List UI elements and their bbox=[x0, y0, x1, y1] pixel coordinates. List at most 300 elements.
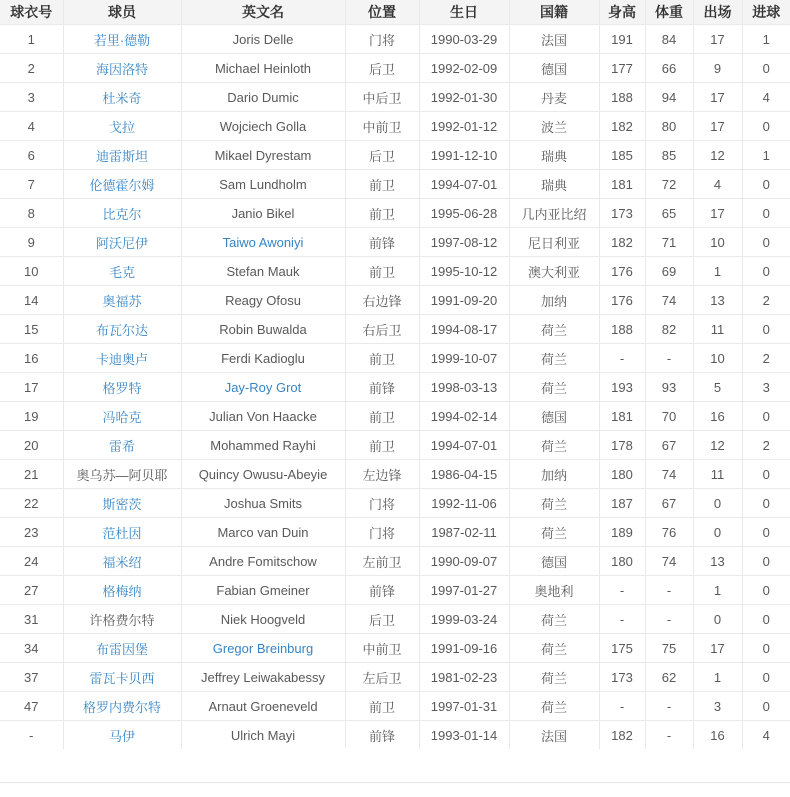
cell-birthday: 1992-01-30 bbox=[419, 83, 509, 112]
cell-position: 左后卫 bbox=[345, 663, 419, 692]
cell-player-name: 许格费尔特 bbox=[63, 605, 181, 634]
cell-appearances: 11 bbox=[693, 315, 742, 344]
cell-jersey-number: 10 bbox=[0, 257, 63, 286]
cell-player-name bbox=[63, 489, 181, 518]
cell-goals: 3 bbox=[742, 373, 790, 402]
cell-english-name bbox=[181, 634, 345, 663]
cell-appearances: 17 bbox=[693, 83, 742, 112]
cell-height: 180 bbox=[599, 460, 645, 489]
cell-jersey-number: 20 bbox=[0, 431, 63, 460]
cell-height: 176 bbox=[599, 286, 645, 315]
cell-english-name: Fabian Gmeiner bbox=[181, 576, 345, 605]
player-name-link[interactable]: 斯密茨 bbox=[102, 496, 142, 512]
cell-birthday: 1991-09-20 bbox=[419, 286, 509, 315]
table-row bbox=[0, 54, 790, 83]
cell-goals: 1 bbox=[742, 141, 790, 170]
cell-english-name: Mohammed Rayhi bbox=[181, 431, 345, 460]
cell-appearances: 1 bbox=[693, 576, 742, 605]
cell-weight: 93 bbox=[645, 373, 693, 402]
cell-player-name bbox=[63, 402, 181, 431]
column-header-goals: 进球 bbox=[742, 0, 790, 25]
column-header-position: 位置 bbox=[345, 0, 419, 25]
cell-goals: 0 bbox=[742, 315, 790, 344]
cell-english-name: Joshua Smits bbox=[181, 489, 345, 518]
cell-birthday: 1994-07-01 bbox=[419, 170, 509, 199]
cell-appearances: 10 bbox=[693, 228, 742, 257]
cell-weight: 71 bbox=[645, 228, 693, 257]
cell-nationality: 荷兰 bbox=[509, 344, 599, 373]
cell-appearances: 17 bbox=[693, 199, 742, 228]
column-header-player: 球员 bbox=[63, 0, 181, 25]
player-name-link[interactable]: 雷希 bbox=[108, 438, 135, 454]
cell-appearances: 17 bbox=[693, 634, 742, 663]
cell-nationality: 瑞典 bbox=[509, 141, 599, 170]
cell-jersey-number: - bbox=[0, 721, 63, 750]
cell-weight: - bbox=[645, 605, 693, 634]
cell-position: 右边锋 bbox=[345, 286, 419, 315]
cell-birthday: 1994-07-01 bbox=[419, 431, 509, 460]
player-name-link[interactable]: 杜米奇 bbox=[102, 90, 142, 106]
table-row bbox=[0, 315, 790, 344]
cell-weight: 85 bbox=[645, 141, 693, 170]
cell-player-name bbox=[63, 315, 181, 344]
cell-player-name bbox=[63, 576, 181, 605]
player-name-link[interactable]: 格罗特 bbox=[102, 380, 142, 396]
cell-player-name bbox=[63, 141, 181, 170]
table-row bbox=[0, 170, 790, 199]
table-row bbox=[0, 605, 790, 634]
cell-goals: 2 bbox=[742, 431, 790, 460]
cell-height: 187 bbox=[599, 489, 645, 518]
cell-weight: 65 bbox=[645, 199, 693, 228]
cell-birthday: 1998-03-13 bbox=[419, 373, 509, 402]
cell-position: 前卫 bbox=[345, 692, 419, 721]
cell-birthday: 1992-02-09 bbox=[419, 54, 509, 83]
cell-position: 左边锋 bbox=[345, 460, 419, 489]
cell-appearances: 16 bbox=[693, 721, 742, 750]
cell-weight: 76 bbox=[645, 518, 693, 547]
cell-jersey-number: 15 bbox=[0, 315, 63, 344]
cell-birthday: 1994-02-14 bbox=[419, 402, 509, 431]
cell-position: 左前卫 bbox=[345, 547, 419, 576]
cell-height: 188 bbox=[599, 315, 645, 344]
table-row bbox=[0, 547, 790, 576]
cell-weight: 67 bbox=[645, 489, 693, 518]
cell-position: 前卫 bbox=[345, 170, 419, 199]
player-name-link[interactable]: 格罗内费尔特 bbox=[82, 699, 161, 715]
cell-birthday: 1991-12-10 bbox=[419, 141, 509, 170]
table-header bbox=[0, 0, 790, 25]
cell-position: 后卫 bbox=[345, 141, 419, 170]
cell-jersey-number: 8 bbox=[0, 199, 63, 228]
cell-appearances: 12 bbox=[693, 141, 742, 170]
cell-height: - bbox=[599, 576, 645, 605]
player-name-link[interactable]: 冯哈克 bbox=[102, 409, 142, 425]
cell-goals: 0 bbox=[742, 112, 790, 141]
cell-birthday: 1991-09-16 bbox=[419, 634, 509, 663]
table-row bbox=[0, 25, 790, 54]
cell-birthday: 1992-01-12 bbox=[419, 112, 509, 141]
cell-jersey-number: 6 bbox=[0, 141, 63, 170]
cell-english-name: Ferdi Kadioglu bbox=[181, 344, 345, 373]
player-name-link[interactable]: 迪雷斯坦 bbox=[95, 148, 148, 164]
player-name-link[interactable]: 毛克 bbox=[108, 264, 135, 280]
cell-position: 门将 bbox=[345, 518, 419, 547]
cell-goals: 0 bbox=[742, 54, 790, 83]
cell-player-name bbox=[63, 257, 181, 286]
player-name-link[interactable]: 雷瓦卡贝西 bbox=[89, 670, 155, 686]
cell-english-name: Sam Lundholm bbox=[181, 170, 345, 199]
cell-player-name bbox=[63, 344, 181, 373]
cell-player-name bbox=[63, 170, 181, 199]
cell-jersey-number: 27 bbox=[0, 576, 63, 605]
cell-weight: 74 bbox=[645, 286, 693, 315]
cell-height: 188 bbox=[599, 83, 645, 112]
cell-height: - bbox=[599, 692, 645, 721]
english-name-link[interactable]: Gregor Breinburg bbox=[212, 640, 314, 656]
cell-position: 前卫 bbox=[345, 402, 419, 431]
cell-player-name bbox=[63, 634, 181, 663]
cell-height: 181 bbox=[599, 170, 645, 199]
cell-height: 181 bbox=[599, 402, 645, 431]
player-name-link[interactable]: 比克尔 bbox=[102, 206, 142, 222]
player-name-link[interactable]: 布瓦尔达 bbox=[95, 322, 148, 338]
player-name-link[interactable]: 卡迪奥卢 bbox=[95, 351, 148, 367]
cell-birthday: 1995-06-28 bbox=[419, 199, 509, 228]
table-row bbox=[0, 344, 790, 373]
cell-birthday: 1992-11-06 bbox=[419, 489, 509, 518]
cell-player-name bbox=[63, 286, 181, 315]
cell-player-name bbox=[63, 199, 181, 228]
column-header-birthday: 生日 bbox=[419, 0, 509, 25]
cell-goals: 0 bbox=[742, 199, 790, 228]
cell-height: - bbox=[599, 605, 645, 634]
cell-nationality: 澳大利亚 bbox=[509, 257, 599, 286]
cell-goals: 0 bbox=[742, 170, 790, 199]
cell-player-name bbox=[63, 431, 181, 460]
cell-goals: 0 bbox=[742, 634, 790, 663]
cell-nationality: 德国 bbox=[509, 54, 599, 83]
cell-nationality: 荷兰 bbox=[509, 315, 599, 344]
cell-goals: 0 bbox=[742, 518, 790, 547]
column-header-nationality: 国籍 bbox=[509, 0, 599, 25]
cell-appearances: 1 bbox=[693, 257, 742, 286]
table-row bbox=[0, 721, 790, 750]
cell-weight: 69 bbox=[645, 257, 693, 286]
player-name-link[interactable]: 布雷因堡 bbox=[95, 641, 148, 657]
cell-weight: 94 bbox=[645, 83, 693, 112]
cell-jersey-number: 1 bbox=[0, 25, 63, 54]
cell-position: 前锋 bbox=[345, 228, 419, 257]
cell-english-name: Joris Delle bbox=[181, 25, 345, 54]
cell-nationality: 荷兰 bbox=[509, 663, 599, 692]
cell-player-name bbox=[63, 25, 181, 54]
cell-jersey-number: 21 bbox=[0, 460, 63, 489]
cell-english-name: Niek Hoogveld bbox=[181, 605, 345, 634]
cell-appearances: 1 bbox=[693, 663, 742, 692]
cell-appearances: 3 bbox=[693, 692, 742, 721]
cell-nationality: 荷兰 bbox=[509, 692, 599, 721]
cell-jersey-number: 9 bbox=[0, 228, 63, 257]
cell-weight: 84 bbox=[645, 25, 693, 54]
cell-nationality: 法国 bbox=[509, 721, 599, 750]
table-row bbox=[0, 112, 790, 141]
player-name-link[interactable]: 福米绍 bbox=[102, 554, 142, 570]
cell-appearances: 13 bbox=[693, 286, 742, 315]
cell-player-name: 奥乌苏—阿贝耶 bbox=[63, 460, 181, 489]
cell-appearances: 12 bbox=[693, 431, 742, 460]
cell-birthday: 1997-01-27 bbox=[419, 576, 509, 605]
cell-jersey-number: 14 bbox=[0, 286, 63, 315]
player-name-link[interactable]: 伦德霍尔姆 bbox=[89, 177, 155, 193]
cell-position: 前卫 bbox=[345, 257, 419, 286]
cell-english-name: Reagy Ofosu bbox=[181, 286, 345, 315]
cell-goals: 1 bbox=[742, 25, 790, 54]
cell-english-name: Arnaut Groeneveld bbox=[181, 692, 345, 721]
table-row bbox=[0, 373, 790, 402]
cell-player-name bbox=[63, 54, 181, 83]
cell-appearances: 9 bbox=[693, 54, 742, 83]
cell-birthday: 1995-10-12 bbox=[419, 257, 509, 286]
cell-goals: 0 bbox=[742, 489, 790, 518]
cell-english-name: Mikael Dyrestam bbox=[181, 141, 345, 170]
cell-height: 173 bbox=[599, 663, 645, 692]
cell-english-name bbox=[181, 228, 345, 257]
cell-english-name: Stefan Mauk bbox=[181, 257, 345, 286]
cell-player-name bbox=[63, 228, 181, 257]
cell-position: 后卫 bbox=[345, 54, 419, 83]
cell-goals: 0 bbox=[742, 228, 790, 257]
cell-birthday: 1997-01-31 bbox=[419, 692, 509, 721]
cell-position: 前锋 bbox=[345, 576, 419, 605]
cell-nationality: 加纳 bbox=[509, 460, 599, 489]
cell-player-name bbox=[63, 692, 181, 721]
cell-player-name bbox=[63, 373, 181, 402]
table-row bbox=[0, 518, 790, 547]
cell-height: 176 bbox=[599, 257, 645, 286]
cell-weight: 82 bbox=[645, 315, 693, 344]
cell-height: 193 bbox=[599, 373, 645, 402]
player-name-link[interactable]: 马伊 bbox=[108, 728, 135, 744]
cell-weight: 80 bbox=[645, 112, 693, 141]
cell-birthday: 1997-08-12 bbox=[419, 228, 509, 257]
cell-position: 右后卫 bbox=[345, 315, 419, 344]
cell-english-name: Quincy Owusu-Abeyie bbox=[181, 460, 345, 489]
column-header-appearances: 出场 bbox=[693, 0, 742, 25]
cell-goals: 0 bbox=[742, 605, 790, 634]
cell-goals: 0 bbox=[742, 663, 790, 692]
cell-goals: 2 bbox=[742, 286, 790, 315]
cell-height: 180 bbox=[599, 547, 645, 576]
bottom-notch-decoration bbox=[281, 748, 361, 758]
cell-goals: 0 bbox=[742, 257, 790, 286]
cell-weight: 74 bbox=[645, 547, 693, 576]
table-row bbox=[0, 692, 790, 721]
cell-appearances: 4 bbox=[693, 170, 742, 199]
cell-english-name: Andre Fomitschow bbox=[181, 547, 345, 576]
cell-nationality: 法国 bbox=[509, 25, 599, 54]
cell-position: 门将 bbox=[345, 489, 419, 518]
cell-weight: 74 bbox=[645, 460, 693, 489]
cell-height: 173 bbox=[599, 199, 645, 228]
cell-height: 191 bbox=[599, 25, 645, 54]
cell-weight: 75 bbox=[645, 634, 693, 663]
cell-position: 后卫 bbox=[345, 605, 419, 634]
player-name-link[interactable]: 若里·德勒 bbox=[93, 32, 151, 48]
cell-nationality: 奥地利 bbox=[509, 576, 599, 605]
cell-weight: 70 bbox=[645, 402, 693, 431]
cell-weight: 66 bbox=[645, 54, 693, 83]
cell-player-name bbox=[63, 547, 181, 576]
cell-nationality: 几内亚比绍 bbox=[509, 199, 599, 228]
cell-jersey-number: 2 bbox=[0, 54, 63, 83]
cell-nationality: 荷兰 bbox=[509, 634, 599, 663]
cell-nationality: 荷兰 bbox=[509, 518, 599, 547]
cell-jersey-number: 23 bbox=[0, 518, 63, 547]
cell-weight: - bbox=[645, 576, 693, 605]
cell-jersey-number: 37 bbox=[0, 663, 63, 692]
cell-jersey-number: 19 bbox=[0, 402, 63, 431]
cell-position: 中前卫 bbox=[345, 634, 419, 663]
cell-height: 178 bbox=[599, 431, 645, 460]
cell-jersey-number: 4 bbox=[0, 112, 63, 141]
player-name-link[interactable]: 奥福苏 bbox=[102, 293, 142, 309]
cell-goals: 0 bbox=[742, 402, 790, 431]
cell-weight: - bbox=[645, 721, 693, 750]
cell-nationality: 尼日利亚 bbox=[509, 228, 599, 257]
cell-appearances: 11 bbox=[693, 460, 742, 489]
cell-position: 前卫 bbox=[345, 344, 419, 373]
cell-jersey-number: 17 bbox=[0, 373, 63, 402]
cell-player-name bbox=[63, 83, 181, 112]
cell-height: 177 bbox=[599, 54, 645, 83]
table-body bbox=[0, 25, 790, 750]
cell-nationality: 德国 bbox=[509, 402, 599, 431]
cell-goals: 0 bbox=[742, 692, 790, 721]
column-header-height: 身高 bbox=[599, 0, 645, 25]
table-row bbox=[0, 199, 790, 228]
column-header-english-name: 英文名 bbox=[181, 0, 345, 25]
cell-jersey-number: 22 bbox=[0, 489, 63, 518]
cell-height: - bbox=[599, 344, 645, 373]
table-row bbox=[0, 228, 790, 257]
cell-position: 前锋 bbox=[345, 721, 419, 750]
cell-goals: 0 bbox=[742, 547, 790, 576]
cell-birthday: 1981-02-23 bbox=[419, 663, 509, 692]
cell-birthday: 1999-03-24 bbox=[419, 605, 509, 634]
cell-height: 185 bbox=[599, 141, 645, 170]
cell-height: 182 bbox=[599, 112, 645, 141]
column-header-jersey-number: 球衣号 bbox=[0, 0, 63, 25]
table-row bbox=[0, 460, 790, 489]
cell-appearances: 16 bbox=[693, 402, 742, 431]
cell-appearances: 17 bbox=[693, 25, 742, 54]
cell-jersey-number: 34 bbox=[0, 634, 63, 663]
cell-nationality: 荷兰 bbox=[509, 373, 599, 402]
table-row bbox=[0, 634, 790, 663]
cell-player-name bbox=[63, 721, 181, 750]
cell-birthday: 1999-10-07 bbox=[419, 344, 509, 373]
cell-goals: 0 bbox=[742, 576, 790, 605]
cell-nationality: 荷兰 bbox=[509, 605, 599, 634]
cell-english-name: Dario Dumic bbox=[181, 83, 345, 112]
cell-position: 前卫 bbox=[345, 199, 419, 228]
player-name-link[interactable]: 范杜因 bbox=[102, 525, 142, 541]
player-name-link[interactable]: 格梅纳 bbox=[102, 583, 142, 599]
cell-jersey-number: 31 bbox=[0, 605, 63, 634]
cell-english-name: Wojciech Golla bbox=[181, 112, 345, 141]
cell-position: 前锋 bbox=[345, 373, 419, 402]
cell-jersey-number: 3 bbox=[0, 83, 63, 112]
table-row bbox=[0, 83, 790, 112]
cell-weight: - bbox=[645, 692, 693, 721]
cell-nationality: 荷兰 bbox=[509, 489, 599, 518]
english-name-link[interactable]: Taiwo Awoniyi bbox=[222, 234, 304, 250]
table-row bbox=[0, 257, 790, 286]
cell-english-name: Marco van Duin bbox=[181, 518, 345, 547]
cell-nationality: 丹麦 bbox=[509, 83, 599, 112]
table-row bbox=[0, 141, 790, 170]
cell-nationality: 荷兰 bbox=[509, 431, 599, 460]
cell-goals: 0 bbox=[742, 460, 790, 489]
cell-goals: 4 bbox=[742, 83, 790, 112]
cell-weight: 72 bbox=[645, 170, 693, 199]
player-name-link[interactable]: 戈拉 bbox=[108, 119, 135, 135]
cell-weight: - bbox=[645, 344, 693, 373]
cell-appearances: 10 bbox=[693, 344, 742, 373]
cell-height: 175 bbox=[599, 634, 645, 663]
player-name-link[interactable]: 海因洛特 bbox=[95, 61, 148, 77]
cell-player-name bbox=[63, 518, 181, 547]
cell-english-name: Michael Heinloth bbox=[181, 54, 345, 83]
cell-birthday: 1990-09-07 bbox=[419, 547, 509, 576]
cell-birthday: 1990-03-29 bbox=[419, 25, 509, 54]
cell-appearances: 17 bbox=[693, 112, 742, 141]
cell-english-name: Jeffrey Leiwakabessy bbox=[181, 663, 345, 692]
cell-height: 189 bbox=[599, 518, 645, 547]
cell-nationality: 加纳 bbox=[509, 286, 599, 315]
cell-weight: 67 bbox=[645, 431, 693, 460]
cell-height: 182 bbox=[599, 721, 645, 750]
cell-jersey-number: 7 bbox=[0, 170, 63, 199]
cell-appearances: 0 bbox=[693, 489, 742, 518]
cell-position: 前卫 bbox=[345, 431, 419, 460]
player-name-link[interactable]: 阿沃尼伊 bbox=[95, 235, 148, 251]
cell-nationality: 波兰 bbox=[509, 112, 599, 141]
english-name-link[interactable]: Jay-Roy Grot bbox=[224, 379, 302, 395]
cell-player-name bbox=[63, 112, 181, 141]
table-row bbox=[0, 286, 790, 315]
cell-birthday: 1993-01-14 bbox=[419, 721, 509, 750]
cell-position: 中后卫 bbox=[345, 83, 419, 112]
cell-jersey-number: 47 bbox=[0, 692, 63, 721]
cell-birthday: 1994-08-17 bbox=[419, 315, 509, 344]
bottom-divider bbox=[0, 782, 790, 783]
cell-birthday: 1986-04-15 bbox=[419, 460, 509, 489]
cell-position: 中前卫 bbox=[345, 112, 419, 141]
cell-appearances: 13 bbox=[693, 547, 742, 576]
table-row bbox=[0, 402, 790, 431]
cell-english-name: Julian Von Haacke bbox=[181, 402, 345, 431]
table-row bbox=[0, 431, 790, 460]
cell-english-name bbox=[181, 373, 345, 402]
cell-jersey-number: 16 bbox=[0, 344, 63, 373]
cell-position: 门将 bbox=[345, 25, 419, 54]
cell-weight: 62 bbox=[645, 663, 693, 692]
cell-height: 182 bbox=[599, 228, 645, 257]
table-row bbox=[0, 576, 790, 605]
table-row bbox=[0, 663, 790, 692]
